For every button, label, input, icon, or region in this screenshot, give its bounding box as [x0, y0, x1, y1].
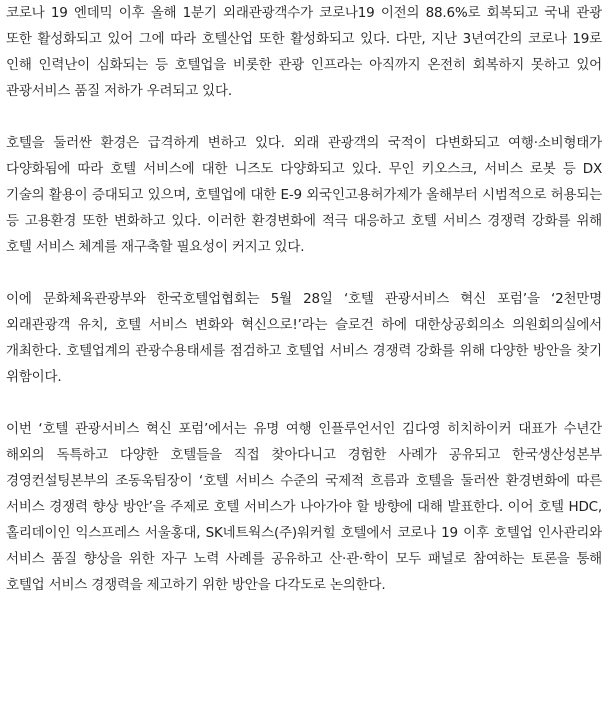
paragraph-4: 이번 ‘호텔 관광서비스 혁신 포럼’에서는 유명 여행 인플루언서인 김다영 히치하이커 대표가 수년간 해외의 독특하고 다양한 호텔들을 직접 찾아다니고 경험한 사례가 공유되고 한국생산성본부 경영컨설팅본부의 조동욱팀장이 ‘호텔 서비스 수준의 국제적 흐름과 호텔을 둘러싼 환경변화에 따른 서비스 경쟁력 향상 방안’을 주제로 호텔 서비스가 나아가야 할 방향에 대해 발표한다. 이어 호텔 HDC, 홀리데이인 익스프레스 서울홍대, SK네트웍스(주)워커힐 호텔에서 코로나 19 이후 호텔업 인사관리와 서비스 품질 향상을 위한 자구 노력 사례를 공유하고 산·관·학이 모두 패널로 참여하는 토론을 통해 호텔업 서비스 경쟁력을 제고하기 위한 방안을 다각도로 논의한다.: [6, 421, 602, 593]
paragraph-1: 코로나 19 엔데믹 이후 올해 1분기 외래관광객수가 코로나19 이전의 88.6%로 회복되고 국내 관광 또한 활성화되고 있어 그에 따라 호텔산업 또한 활성화되고 있다. 다만, 지난 3년여간의 코로나 19로 인해 인력난이 심화되는 등 호텔업을 비롯한 관광 인프라는 아직까지 온전히 회복하지 못하고 있어 관광서비스 품질 저하가 우려되고 있다.: [6, 5, 602, 99]
paragraph-gap: [6, 260, 602, 286]
paragraph-3: 이에 문화체육관광부와 한국호텔업협회는 5월 28일 ‘호텔 관광서비스 혁신 포럼’을 ‘2천만명 외래관광객 유치, 호텔 서비스 변화와 혁신으로!’라는 슬로건 하에 대한상공회의소 의원회의실에서 개최한다. 호텔업계의 관광수용태세를 점검하고 호텔업 서비스 경쟁력 강화를 위해 다양한 방안을 찾기 위함이다.: [6, 291, 602, 385]
paragraph-gap: [6, 390, 602, 416]
paragraph-gap: [6, 104, 602, 130]
article-body: [6, 0, 602, 598]
paragraph-2: 호텔을 둘러싼 환경은 급격하게 변하고 있다. 외래 관광객의 국적이 다변화되고 여행·소비형태가 다양화됨에 따라 호텔 서비스에 대한 니즈도 다양화되고 있다. 무인 키오스크, 서비스 로봇 등 DX 기술의 활용이 증대되고 있으며, 호텔업에 대한 E-9 외국인고용허가제가 올해부터 시범적으로 허용되는 등 고용환경 또한 변화하고 있다. 이러한 환경변화에 적극 대응하고 호텔 서비스 경쟁력 강화를 위해 호텔 서비스 체계를 재구축할 필요성이 커지고 있다.: [6, 135, 602, 255]
